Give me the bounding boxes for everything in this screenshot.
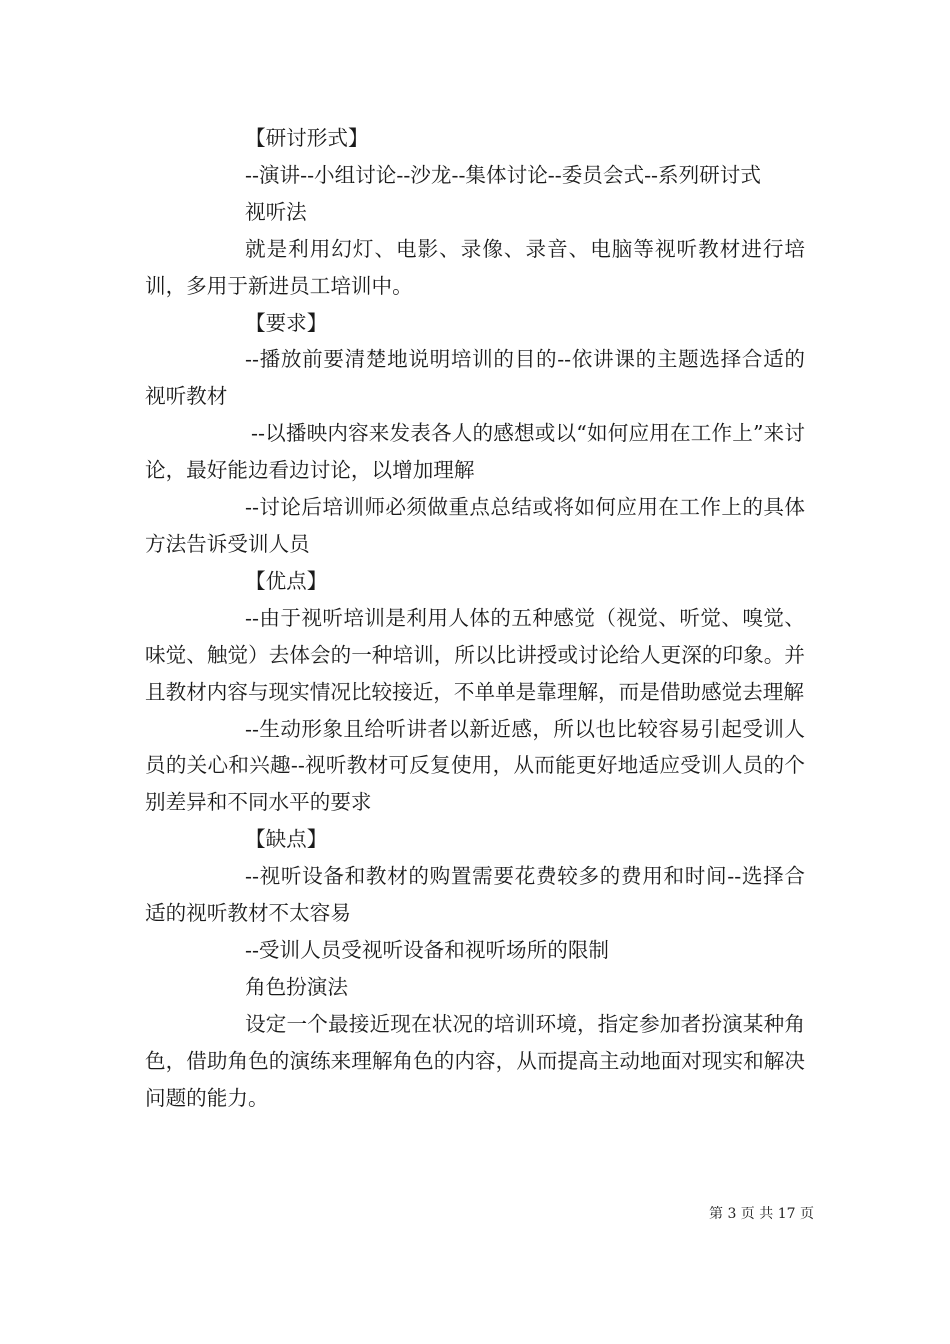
paragraph: --播放前要清楚地说明培训的目的--依讲课的主题选择合适的视听教材 [145,347,805,409]
paragraph: --演讲--小组讨论--沙龙--集体讨论--委员会式--系列研讨式 [245,162,761,187]
paragraph: --以播映内容来发表各人的感想或以“如何应用在工作上”来讨论，最好能边看边讨论，以增加理解 [145,421,805,483]
paragraph: --视听设备和教材的购置需要花费较多的费用和时间--选择合适的视听教材不太容易 [145,864,805,926]
page-number: 第 3 页 共 17 页 [709,1206,814,1222]
paragraph: 【研讨形式】 [245,126,369,150]
section-heading: 角色扮演法 [245,974,348,999]
section-heading: 视听法 [245,199,307,224]
paragraph: 就是利用幻灯、电影、录像、录音、电脑等视听教材进行培训，多用于新进员工培训中。 [145,236,805,298]
paragraph: 设定一个最接近现在状况的培训环境，指定参加者扮演某种角色，借助角色的演练来理解角色的内容，从而提高主动地面对现实和解决问题的能力。 [145,1011,805,1110]
document-body [145,120,805,1116]
paragraph: --生动形象且给听讲者以新近感，所以也比较容易引起受训人员的关心和兴趣--视听教材可反复使用，从而能更好地适应受训人员的个别差异和不同水平的要求 [145,716,805,815]
paragraph: 【要求】 [245,310,328,335]
paragraph: --由于视听培训是利用人体的五种感觉（视觉、听觉、嗅觉、味觉、触觉）去体会的一种培训，所以比讲授或讨论给人更深的印象。并且教材内容与现实情况比较接近，不单单是靠理解，而是借助感觉去理解 [145,605,805,704]
paragraph: --受训人员受视听设备和视听场所的限制 [245,937,610,962]
paragraph: 【优点】 [245,568,328,593]
paragraph: --讨论后培训师必须做重点总结或将如何应用在工作上的具体方法告诉受训人员 [145,495,805,556]
paragraph: 【缺点】 [245,827,328,852]
